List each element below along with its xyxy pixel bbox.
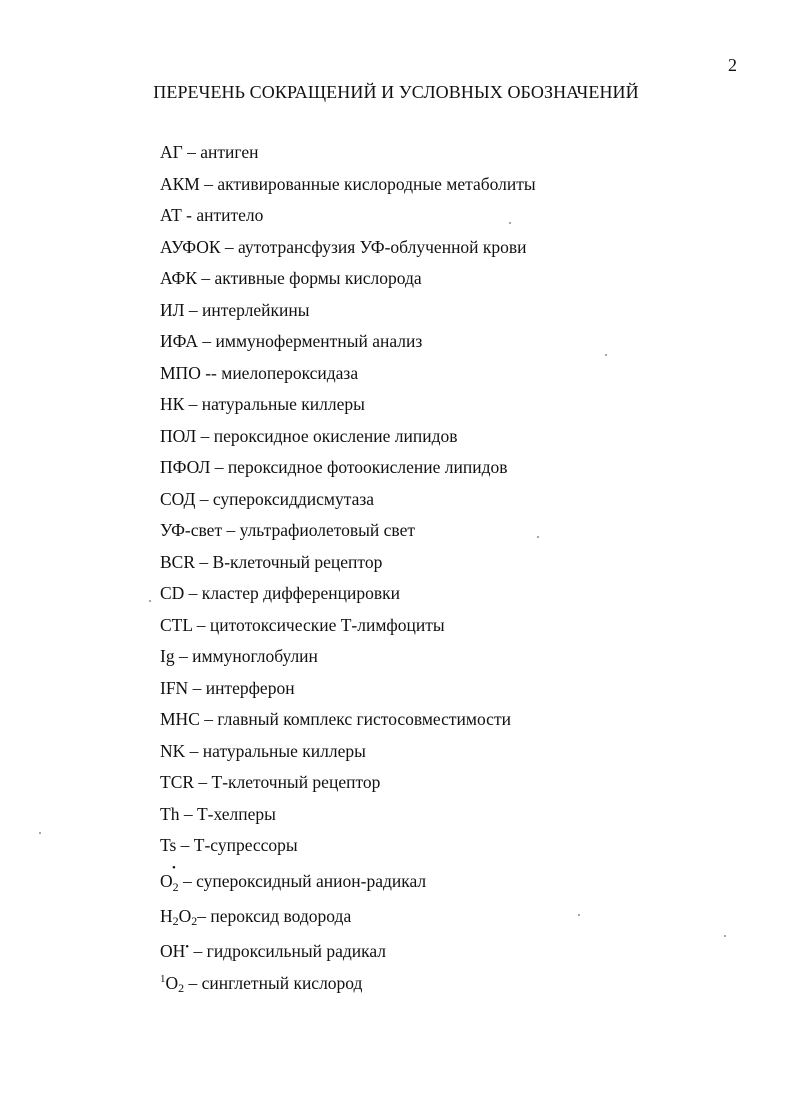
list-item: АФК – активные формы кислорода <box>160 268 422 288</box>
list-item: АКМ – активированные кислородные метаболиты <box>160 173 536 194</box>
abbreviation-list <box>160 140 536 998</box>
list-item: TCR – Т-клеточный рецептор <box>160 772 381 792</box>
list-item: NK – натуральные киллеры <box>160 740 366 761</box>
list-item: Ts – Т-супрессоры <box>160 835 298 855</box>
radical-dot: • <box>185 941 190 953</box>
list-item: CD – кластер дифференцировки <box>160 583 400 603</box>
list-item-superoxide <box>160 861 536 904</box>
formula-description: – супероксидный анион-радикал <box>178 870 427 891</box>
list-item: АТ - антитело <box>160 205 264 225</box>
list-item: УФ-свет – ультрафиолетовый свет <box>160 520 415 540</box>
formula-h: H <box>160 905 173 926</box>
list-item: CTL – цитотоксические Т-лимфоциты <box>160 614 445 635</box>
formula-subscript: 2 <box>172 913 179 928</box>
formula-base: O <box>165 972 179 993</box>
formula-base: O <box>160 870 173 891</box>
formula-description: – синглетный кислород <box>184 972 363 993</box>
page-title: ПЕРЕЧЕНЬ СОКРАЩЕНИЙ И УСЛОВНЫХ ОБОЗНАЧЕНИЙ <box>153 82 639 102</box>
scan-speck <box>724 935 726 937</box>
formula-superscript: 1 <box>160 972 166 985</box>
page-number: 2 <box>728 55 737 75</box>
list-item: МПО -- миелопероксидаза <box>160 362 359 383</box>
list-item: ИФА – иммуноферментный анализ <box>160 331 423 351</box>
list-item: ПФОЛ – пероксидное фотоокисление липидов <box>160 457 508 477</box>
list-item: НК – натуральные киллеры <box>160 394 365 414</box>
list-item-hydroxyl <box>160 935 536 967</box>
formula-o: O <box>178 905 192 926</box>
formula-base: OH <box>160 941 186 961</box>
list-item: BCR – В-клеточный рецептор <box>160 551 383 572</box>
formula-subscript: 2 <box>191 913 198 928</box>
scan-speck <box>537 536 539 538</box>
list-item: MHC – главный комплекс гистосовместимости <box>160 709 511 729</box>
formula-subscript: 2 <box>178 980 185 995</box>
list-item: IFN – интерферон <box>160 677 295 698</box>
list-item-singlet-oxygen <box>160 967 536 999</box>
formula-subscript: 2 <box>172 879 179 894</box>
scan-speck <box>39 832 41 834</box>
list-item-peroxide <box>160 904 536 936</box>
scan-speck <box>509 222 511 224</box>
list-item: Th – Т-хелперы <box>160 803 276 824</box>
superoxide-formula <box>160 861 179 899</box>
list-item: ПОЛ – пероксидное окисление липидов <box>160 425 458 446</box>
list-item: СОД – супероксиддисмутаза <box>160 488 375 509</box>
scan-speck <box>578 914 580 916</box>
scan-speck <box>149 600 151 602</box>
scan-speck <box>605 354 607 356</box>
formula-description: – гидроксильный радикал <box>189 941 387 961</box>
list-item: АУФОК – аутотрансфузия УФ-облученной крови <box>160 236 527 257</box>
list-item: АГ – антиген <box>160 142 259 162</box>
list-item: ИЛ – интерлейкины <box>160 299 310 320</box>
formula-description: – пероксид водорода <box>197 905 352 926</box>
list-item: Ig – иммуноглобулин <box>160 646 318 666</box>
radical-dot: • <box>172 861 176 874</box>
